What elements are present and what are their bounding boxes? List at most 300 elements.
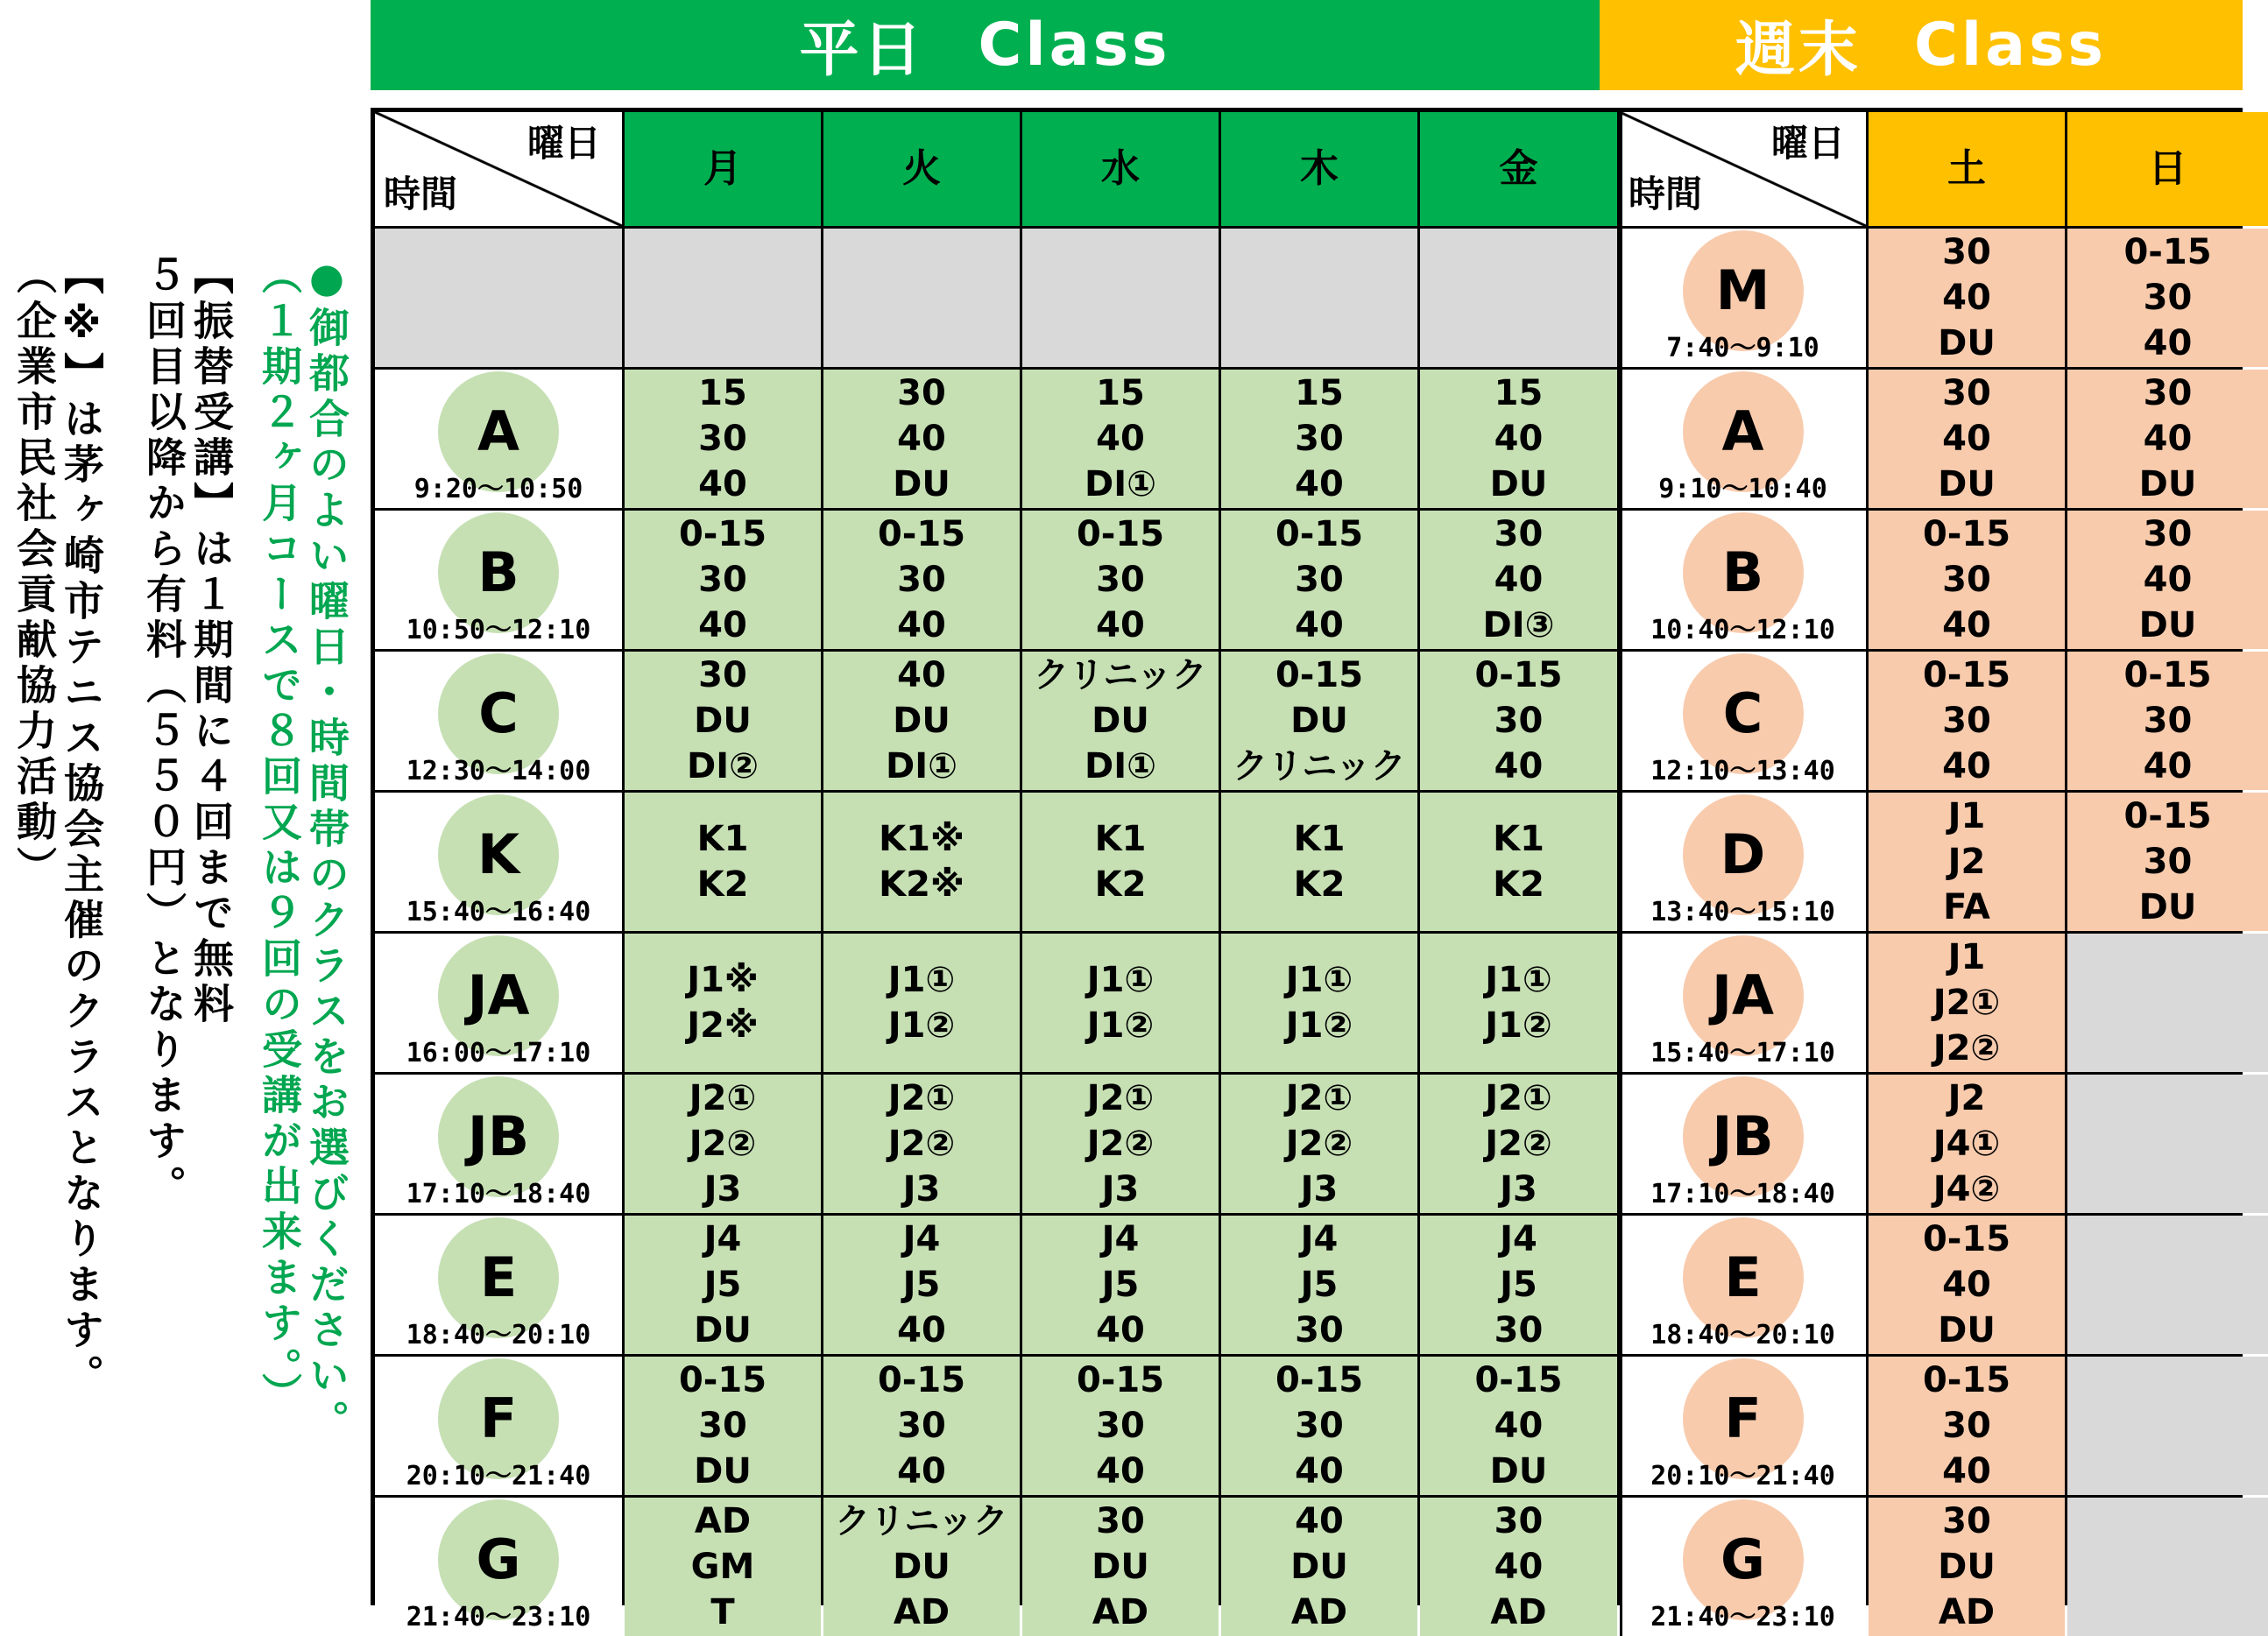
slot-badge: K	[438, 794, 559, 915]
weekday-class-cell	[823, 1216, 1020, 1354]
class-code: J2①	[1485, 1078, 1552, 1118]
weekend-class-cell	[2067, 652, 2268, 790]
class-code: 40	[1295, 605, 1344, 645]
weekend-time-slot	[1620, 1357, 1866, 1495]
class-code: DU	[893, 701, 950, 741]
class-code: 40	[1295, 1451, 1344, 1491]
class-code: J2②	[887, 1124, 956, 1164]
weekend-time-slot	[1620, 793, 1866, 931]
weekend-header-bar	[1600, 0, 2243, 90]
class-code: GM	[690, 1547, 755, 1587]
class-code: 40	[2143, 419, 2193, 459]
class-code: AD	[1092, 1592, 1149, 1632]
class-code: J1①	[1086, 960, 1155, 1000]
empty-cell	[2067, 934, 2268, 1072]
class-code: 30	[1494, 1501, 1544, 1541]
class-code: FA	[1943, 887, 1990, 927]
weekend-class-cell	[2067, 793, 2268, 931]
class-code: J1※	[687, 960, 759, 1000]
class-code: DU	[893, 1547, 950, 1587]
slot-time: 12:10～13:40	[1650, 756, 1835, 786]
weekday-class-cell	[1420, 793, 1617, 931]
class-code: J1	[1947, 796, 1986, 836]
class-code: J1②	[1285, 1005, 1353, 1046]
weekday-class-cell	[1022, 652, 1219, 790]
weekday-corner-header	[375, 112, 622, 226]
class-code: AD	[1490, 1592, 1547, 1632]
weekday-class-cell	[1221, 1498, 1417, 1636]
slot-time: 10:40～12:10	[1650, 615, 1835, 645]
slot-badge: C	[1683, 653, 1804, 774]
class-code: 30	[897, 1406, 946, 1446]
weekday-class-cell	[1221, 370, 1417, 508]
weekday-class-cell	[625, 511, 821, 649]
class-code: 30	[1096, 1406, 1145, 1446]
slot-badge: G	[1683, 1499, 1804, 1620]
class-code: J1	[1947, 937, 1986, 977]
weekend-class-cell	[1869, 1357, 2065, 1495]
slot-badge: JA	[438, 935, 559, 1056]
weekday-day-header: 金	[1420, 112, 1617, 226]
class-code: J5	[1101, 1265, 1140, 1305]
weekend-class-label: Class	[1913, 11, 2108, 80]
class-code: クリニック	[1034, 655, 1207, 695]
class-code: 0-15	[2123, 655, 2212, 695]
class-code: 0-15	[1076, 514, 1165, 554]
class-code: 0-15	[1474, 1360, 1563, 1400]
weekend-class-cell	[1869, 934, 2065, 1072]
weekend-time-slot	[1620, 1498, 1866, 1636]
weekday-class-cell	[1420, 511, 1617, 649]
class-code: 40	[897, 419, 946, 459]
weekday-class-cell	[625, 934, 821, 1072]
class-code: 40	[1942, 419, 1991, 459]
weekday-class-cell	[1022, 370, 1219, 508]
weekday-class-cell	[625, 370, 821, 508]
weekday-class-cell	[1022, 934, 1219, 1072]
class-code: 30	[2143, 514, 2193, 554]
weekend-time-slot	[1620, 652, 1866, 790]
class-code: 40	[2143, 746, 2193, 786]
class-code: 40	[897, 1310, 946, 1350]
class-code: 40	[2143, 560, 2193, 600]
empty-cell	[2067, 1216, 2268, 1354]
class-code: K2※	[879, 864, 964, 905]
class-code: 0-15	[1922, 1360, 2011, 1400]
slot-time: 9:20～10:50	[413, 474, 583, 504]
class-code: J2	[1947, 1078, 1986, 1118]
class-code: 0-15	[877, 1360, 966, 1400]
weekend-day-label: 曜日	[1770, 122, 1845, 165]
class-code: J1①	[1485, 960, 1552, 1000]
class-code: 30	[2143, 842, 2193, 882]
class-code: T	[710, 1592, 735, 1632]
weekend-class-cell	[2067, 229, 2268, 367]
class-code: K2	[1094, 864, 1147, 905]
class-code: 30	[1096, 1501, 1145, 1541]
weekday-class-cell	[1221, 511, 1417, 649]
slot-badge: A	[1683, 371, 1804, 492]
class-code: 40	[1942, 746, 1991, 786]
slot-badge: B	[438, 512, 559, 633]
class-code: 0-15	[2123, 232, 2212, 272]
weekday-class-cell	[1420, 370, 1617, 508]
weekend-class-cell	[1869, 1498, 2065, 1636]
weekend-class-cell	[1869, 511, 2065, 649]
weekend-class-cell	[1869, 652, 2065, 790]
class-code: 30	[1942, 1501, 1991, 1541]
class-code: 30	[1096, 560, 1145, 600]
slot-time: 20:10～21:40	[1650, 1461, 1835, 1491]
slot-time: 12:30～14:00	[406, 756, 591, 786]
class-code: 30	[1494, 701, 1544, 741]
weekend-class-cell	[1869, 1075, 2065, 1213]
weekday-class-cell	[823, 1075, 1020, 1213]
class-code: 40	[1494, 419, 1544, 459]
slot-badge: G	[438, 1499, 559, 1620]
slot-badge: C	[438, 653, 559, 774]
class-code: DI①	[1085, 746, 1156, 786]
slot-badge: F	[1683, 1358, 1804, 1479]
class-code: K1	[1493, 819, 1544, 859]
weekend-time-slot	[1620, 229, 1866, 367]
weekend-time-label: 時間	[1629, 173, 1703, 215]
weekend-day-header: 日	[2067, 112, 2268, 226]
class-code: J2	[1947, 842, 1986, 882]
weekday-class-cell	[1022, 511, 1219, 649]
weekday-class-cell	[823, 370, 1020, 508]
class-code: 40	[698, 605, 747, 645]
weekday-class-cell	[625, 1075, 821, 1213]
class-code: 15	[1494, 373, 1544, 413]
weekday-class-cell	[823, 511, 1020, 649]
class-code: クリニック	[1233, 746, 1406, 786]
class-code: 30	[1494, 1310, 1544, 1350]
class-code: DI③	[1482, 605, 1555, 645]
weekend-title: 週末	[1735, 16, 1862, 85]
note-mark-explanation: 【※】は茅ヶ崎市テニス協会主催のクラスとなります。 （企業市民社会貢献協力活動）	[11, 254, 105, 1400]
class-code: DU	[1092, 701, 1149, 741]
class-code: J1②	[887, 1005, 956, 1046]
slot-badge: D	[1683, 794, 1804, 915]
empty-cell	[625, 229, 821, 367]
class-code: 0-15	[1922, 1219, 2011, 1259]
slot-badge: E	[438, 1217, 559, 1338]
weekday-day-header: 水	[1022, 112, 1219, 226]
weekday-time-label: 時間	[384, 173, 458, 215]
weekday-class-cell	[1221, 934, 1417, 1072]
weekday-time-slot	[375, 1216, 622, 1354]
weekday-day-header: 月	[625, 112, 821, 226]
class-code: 30	[1295, 560, 1344, 600]
class-code: DU	[1290, 701, 1348, 741]
class-code: 0-15	[678, 1360, 767, 1400]
weekday-class-cell	[625, 1357, 821, 1495]
class-code: DU	[1489, 1451, 1548, 1491]
slot-time: 15:40～17:10	[1650, 1038, 1835, 1068]
class-code: 40	[1096, 419, 1145, 459]
class-code: DU	[694, 1451, 752, 1491]
weekend-class-cell	[2067, 370, 2268, 508]
class-code: J1①	[887, 960, 956, 1000]
class-code: 0-15	[1275, 514, 1364, 554]
weekday-time-slot	[375, 511, 622, 649]
class-code: 30	[1295, 419, 1344, 459]
weekend-class-cell	[1869, 1216, 2065, 1354]
weekday-time-slot	[375, 793, 622, 931]
empty-cell	[2067, 1357, 2268, 1495]
class-code: J5	[902, 1265, 941, 1305]
slot-time: 10:50～12:10	[406, 615, 591, 645]
class-code: AD	[1290, 1592, 1348, 1632]
weekend-class-cell	[1869, 229, 2065, 367]
class-code: 0-15	[1922, 655, 2011, 695]
class-code: 40	[897, 605, 946, 645]
class-code: J2②	[1285, 1124, 1353, 1164]
weekday-time-slot	[375, 934, 622, 1072]
slot-time: 21:40～23:10	[1650, 1602, 1835, 1632]
class-code: 40	[1295, 464, 1344, 504]
slot-badge: A	[438, 371, 559, 492]
class-code: DU	[2138, 887, 2197, 927]
weekend-time-slot	[1620, 934, 1866, 1072]
weekday-class-cell	[1420, 1357, 1617, 1495]
class-code: J2①	[887, 1078, 956, 1118]
class-code: DU	[694, 701, 752, 741]
class-code: 40	[1942, 1451, 1991, 1491]
class-code: 40	[698, 464, 747, 504]
weekday-day-header: 火	[823, 112, 1020, 226]
class-code: 30	[698, 560, 747, 600]
class-code: J2②	[689, 1124, 757, 1164]
weekday-class-cell	[1221, 1357, 1417, 1495]
class-code: 30	[897, 373, 946, 413]
class-code: 0-15	[678, 514, 767, 554]
class-code: J3	[902, 1169, 941, 1209]
class-code: J1②	[1485, 1005, 1552, 1046]
weekday-class-cell	[1221, 1216, 1417, 1354]
class-code: J2②	[1485, 1124, 1552, 1164]
class-code: 30	[2143, 278, 2193, 318]
slot-time: 17:10～18:40	[406, 1179, 591, 1209]
class-code: DU	[1489, 464, 1548, 504]
weekday-class-cell	[823, 652, 1020, 790]
class-code: J2※	[687, 1005, 759, 1046]
weekday-class-label: Class	[978, 11, 1171, 80]
class-code: J4②	[1932, 1169, 2001, 1209]
note-makeup-lessons: 【振替受講】は１期間に４回まで無料 ５回目以降から有料（５５０円）となります。	[140, 254, 235, 1210]
class-code: 40	[1942, 605, 1991, 645]
class-code: 0-15	[1922, 514, 2011, 554]
weekday-class-cell	[625, 1216, 821, 1354]
weekday-class-cell	[625, 652, 821, 790]
class-code: 30	[1942, 560, 1991, 600]
class-code: 40	[1096, 1310, 1145, 1350]
class-code: 30	[2143, 701, 2193, 741]
class-code: 40	[1096, 1451, 1145, 1491]
empty-cell	[1221, 229, 1417, 367]
weekend-time-slot	[1620, 511, 1866, 649]
weekday-time-slot	[375, 1498, 622, 1636]
weekend-class-cell	[2067, 511, 2268, 649]
class-code: DI①	[1085, 464, 1156, 504]
weekday-day-label: 曜日	[526, 122, 601, 165]
class-code: 15	[1295, 373, 1344, 413]
class-code: クリニック	[835, 1501, 1008, 1541]
weekday-time-slot	[375, 229, 622, 367]
weekday-class-cell	[1221, 793, 1417, 931]
slot-badge: JA	[1683, 935, 1804, 1056]
class-code: J5	[1300, 1265, 1339, 1305]
class-code: 15	[698, 373, 747, 413]
empty-cell	[2067, 1075, 2268, 1213]
class-code: K1	[1094, 819, 1147, 859]
slot-time: 17:10～18:40	[1650, 1179, 1835, 1209]
class-code: J4	[1300, 1219, 1339, 1259]
weekday-time-slot	[375, 370, 622, 508]
class-code: 40	[2143, 323, 2193, 363]
class-code: J4①	[1932, 1124, 2001, 1164]
weekday-class-cell	[1420, 652, 1617, 790]
class-code: DU	[893, 464, 950, 504]
class-code: J1②	[1086, 1005, 1155, 1046]
weekday-class-cell	[1022, 1075, 1219, 1213]
weekday-class-cell	[625, 1498, 821, 1636]
weekday-class-cell	[1221, 1075, 1417, 1213]
slot-badge: JB	[438, 1076, 559, 1197]
class-code: J5	[703, 1265, 742, 1305]
slot-time: 21:40～23:10	[406, 1602, 591, 1632]
weekday-time-slot	[375, 1075, 622, 1213]
class-code: 30	[1942, 373, 1991, 413]
weekday-class-cell	[823, 934, 1020, 1072]
class-code: 30	[698, 419, 747, 459]
class-code: K1	[1293, 819, 1346, 859]
class-code: 0-15	[2123, 796, 2212, 836]
class-code: 40	[1096, 605, 1145, 645]
class-code: 40	[1494, 560, 1544, 600]
class-code: 40	[1494, 1406, 1544, 1446]
empty-cell	[1420, 229, 1617, 367]
class-code: K1※	[879, 819, 964, 859]
class-code: DU	[694, 1310, 752, 1350]
slot-time: 16:00～17:10	[406, 1038, 591, 1068]
class-code: J4	[703, 1219, 742, 1259]
weekday-title: 平日	[799, 16, 926, 85]
class-code: DU	[2138, 605, 2197, 645]
weekend-class-cell	[1869, 370, 2065, 508]
weekend-time-slot	[1620, 1075, 1866, 1213]
class-code: J2①	[1285, 1078, 1353, 1118]
weekday-class-cell	[1420, 934, 1617, 1072]
note-green-instructions: ●御都合のよい曜日・時間帯のクラスをお選びください。 （１期２ヶ月コースで８回又は９回の受講が出来ます。）	[256, 254, 350, 1445]
class-code: DU	[2138, 464, 2197, 504]
weekday-class-cell	[823, 793, 1020, 931]
slot-time: 15:40～16:40	[406, 897, 591, 927]
class-code: DU	[1290, 1547, 1348, 1587]
class-code: AD	[694, 1501, 752, 1541]
class-code: J2②	[1086, 1124, 1155, 1164]
weekday-class-cell	[1221, 652, 1417, 790]
schedule-table	[371, 108, 2243, 1632]
class-code: AD	[1938, 1592, 1996, 1632]
weekday-class-cell	[823, 1498, 1020, 1636]
class-code: DU	[1092, 1547, 1149, 1587]
slot-badge: F	[438, 1358, 559, 1479]
class-code: 40	[1295, 1501, 1344, 1541]
empty-cell	[2067, 1498, 2268, 1636]
slot-badge: E	[1683, 1217, 1804, 1338]
class-code: DU	[1938, 323, 1996, 363]
weekday-class-cell	[1022, 1498, 1219, 1636]
class-code: J2①	[1932, 983, 2001, 1023]
weekday-time-slot	[375, 1357, 622, 1495]
weekday-class-cell	[1420, 1498, 1617, 1636]
empty-cell	[1022, 229, 1219, 367]
weekday-class-cell	[823, 1357, 1020, 1495]
class-code: J3	[1101, 1169, 1140, 1209]
weekend-time-slot	[1620, 370, 1866, 508]
class-code: 30	[698, 655, 747, 695]
class-code: J4	[902, 1219, 941, 1259]
class-code: J3	[1300, 1169, 1339, 1209]
weekday-time-slot	[375, 652, 622, 790]
slot-badge: B	[1683, 512, 1804, 633]
class-code: 30	[2143, 373, 2193, 413]
class-code: 0-15	[1275, 1360, 1364, 1400]
slot-badge: JB	[1683, 1076, 1804, 1197]
slot-time: 13:40～15:10	[1650, 897, 1835, 927]
class-code: K2	[1293, 864, 1346, 905]
class-code: 15	[1096, 373, 1145, 413]
class-code: 0-15	[1076, 1360, 1165, 1400]
class-code: J2①	[1086, 1078, 1155, 1118]
class-code: 40	[897, 1451, 946, 1491]
slot-badge: M	[1683, 230, 1804, 351]
class-code: 30	[1942, 1406, 1991, 1446]
class-code: 30	[1494, 514, 1544, 554]
class-code: J4	[1101, 1219, 1140, 1259]
class-code: 40	[897, 655, 946, 695]
class-code: 40	[1494, 746, 1544, 786]
class-code: 30	[1942, 701, 1991, 741]
weekend-class-cell	[1869, 793, 2065, 931]
class-code: DI②	[687, 746, 759, 786]
weekday-class-cell	[1420, 1216, 1617, 1354]
class-code: J1①	[1285, 960, 1353, 1000]
class-code: DU	[1938, 1310, 1996, 1350]
class-code: 0-15	[1275, 655, 1364, 695]
class-code: J3	[703, 1169, 742, 1209]
weekend-corner-header	[1620, 112, 1866, 226]
class-code: K2	[1493, 864, 1544, 905]
class-code: J4	[1500, 1219, 1537, 1259]
class-code: 30	[897, 560, 946, 600]
class-code: DU	[1938, 1547, 1996, 1587]
weekday-header-bar	[371, 0, 1600, 90]
class-code: J2②	[1932, 1028, 2001, 1068]
class-code: AD	[893, 1592, 950, 1632]
weekday-class-cell	[1022, 1357, 1219, 1495]
class-code: 0-15	[877, 514, 966, 554]
class-code: 30	[1295, 1406, 1344, 1446]
class-code: 40	[1494, 1547, 1544, 1587]
weekday-class-cell	[1420, 1075, 1617, 1213]
class-code: J5	[1500, 1265, 1537, 1305]
empty-cell	[823, 229, 1020, 367]
weekday-class-cell	[1022, 1216, 1219, 1354]
class-code: J3	[1500, 1169, 1537, 1209]
